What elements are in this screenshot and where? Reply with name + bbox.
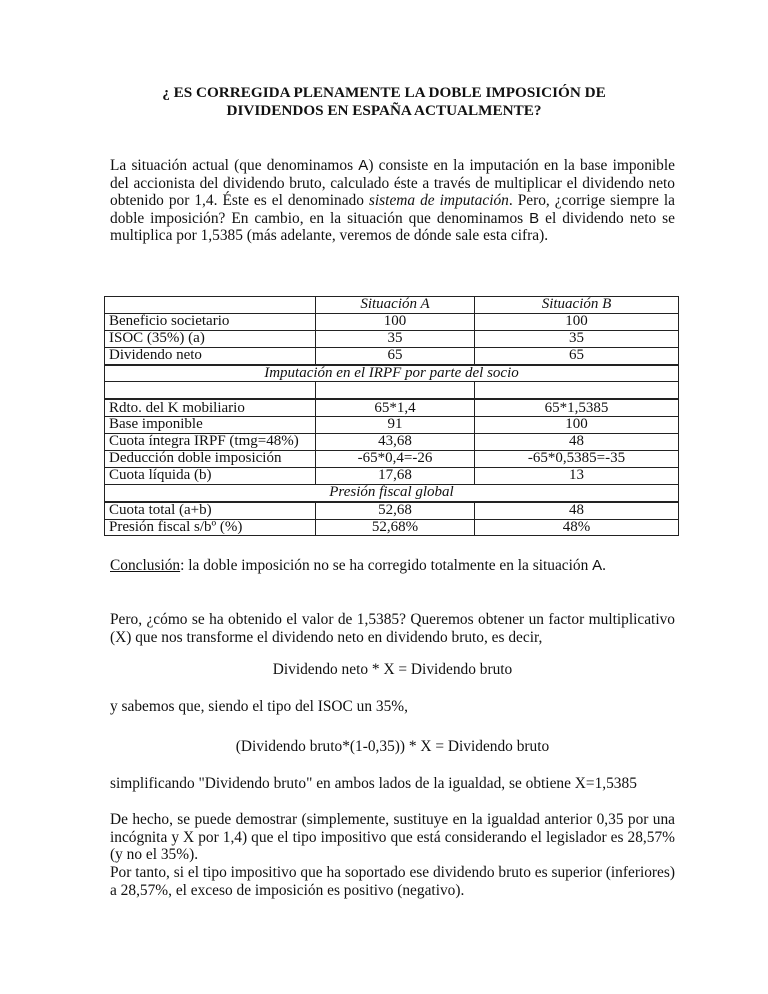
table-row: [105, 399, 679, 416]
header-situation-a: Situación A: [316, 297, 475, 314]
table-row: [105, 347, 679, 364]
intro-text-1: La situación actual (que denominamos: [110, 157, 359, 174]
value-a: 35: [316, 330, 475, 347]
value-a: 65: [316, 347, 475, 364]
table-row: [105, 519, 679, 536]
row-label: Deducción doble imposición: [105, 451, 316, 468]
section-row-irpf: [105, 365, 679, 382]
title-line-1: ¿ ES CORREGIDA PLENAMENTE LA DOBLE IMPOSICIÓN DE: [162, 84, 606, 101]
title-line-2: DIVIDENDOS EN ESPAÑA ACTUALMENTE?: [226, 101, 542, 119]
section-heading-global: Presión fiscal global: [105, 484, 679, 501]
table-header-row: [105, 297, 679, 314]
table-row: [105, 313, 679, 330]
row-label: Cuota íntegra IRPF (tmg=48%): [105, 434, 316, 451]
value-a: 52,68%: [316, 519, 475, 536]
value-a: -65*0,4=-26: [316, 451, 475, 468]
value-b: 100: [475, 417, 679, 434]
value-b: 65*1,5385: [475, 399, 679, 416]
value-b: 65: [475, 347, 679, 364]
empty-cell: [316, 382, 475, 399]
document-title: [100, 84, 668, 119]
formula-1: Dividendo neto * X = Dividendo bruto: [272, 661, 513, 678]
empty-row: [105, 382, 679, 399]
value-b: -65*0,5385=-35: [475, 451, 679, 468]
row-label: Cuota total (a+b): [105, 502, 316, 519]
formula-2: (Dividendo bruto*(1-0,35)) * X = Dividendo bruto: [235, 738, 550, 755]
conclusion-text: : la doble imposición no se ha corregido totalmente en la situación: [180, 557, 593, 574]
explanation-paragraph-2: y sabemos que, siendo el tipo del ISOC un 35%,: [110, 698, 408, 715]
header-empty-cell: [105, 297, 316, 314]
conclusion-label: Conclusión: [110, 557, 181, 574]
header-situation-b: Situación B: [475, 297, 679, 314]
intro-text-3: . Pero, ¿corrige siempre la doble imposición? En cambio, en la situación que denominamos: [110, 192, 675, 227]
situation-b-letter: B: [529, 209, 540, 227]
value-a: 91: [316, 417, 475, 434]
table-row: [105, 467, 679, 484]
value-b: 48: [475, 502, 679, 519]
conclusion-letter: A: [592, 557, 603, 574]
value-b: 100: [475, 313, 679, 330]
row-label: Beneficio societario: [105, 313, 316, 330]
explanation-paragraph-1: Pero, ¿cómo se ha obtenido el valor de 1,5385? Queremos obtener un factor multiplicativo (X) que nos transforme el dividendo neto en dividendo bruto, es decir,: [110, 611, 675, 646]
explanation-paragraph-3: simplificando "Dividendo bruto" en ambos lados de la igualdad, se obtiene X=1,5385: [110, 775, 637, 792]
conclusion-paragraph: [110, 557, 675, 575]
table-row: [105, 434, 679, 451]
table-row: [105, 451, 679, 468]
row-label: Dividendo neto: [105, 347, 316, 364]
section-row-global: [105, 484, 679, 501]
imputation-system-term: sistema de imputación: [368, 192, 509, 209]
explanation-paragraph-5: Por tanto, si el tipo impositivo que ha soportado ese dividendo bruto es superior (inferiores) a 28,57%, el exceso de imposición es positivo (negativo).: [110, 864, 675, 899]
value-a: 52,68: [316, 502, 475, 519]
row-label: Base imponible: [105, 417, 316, 434]
row-label: Presión fiscal s/bº (%): [105, 519, 316, 536]
row-label: Rdto. del K mobiliario: [105, 399, 316, 416]
explanation-paragraph-4: De hecho, se puede demostrar (simplemente, sustituye en la igualdad anterior 0,35 por una incógnita y X por 1,4) que el tipo impositivo que está considerando el legislador es 28,57% (y no el 35%).: [110, 811, 675, 863]
intro-text-2: ) consiste en la imputación en la base imponible del accionista del dividendo bruto, calculado éste a través de multiplicar el dividendo neto obtenido por 1,4. Éste es el denominado: [110, 157, 675, 209]
situation-a-letter: A: [358, 157, 369, 174]
row-label: Cuota líquida (b): [105, 467, 316, 484]
intro-paragraph: [110, 157, 675, 245]
fiscal-comparison-table: [104, 296, 679, 536]
table-row: [105, 330, 679, 347]
empty-cell: [105, 382, 316, 399]
value-b: 48: [475, 434, 679, 451]
table-row: [105, 417, 679, 434]
value-a: 43,68: [316, 434, 475, 451]
conclusion-end: .: [602, 557, 607, 574]
table-row: [105, 502, 679, 519]
row-label: ISOC (35%) (a): [105, 330, 316, 347]
empty-cell: [475, 382, 679, 399]
value-a: 100: [316, 313, 475, 330]
value-b: 13: [475, 467, 679, 484]
section-heading-irpf: Imputación en el IRPF por parte del socio: [105, 365, 679, 382]
value-a: 17,68: [316, 467, 475, 484]
value-b: 48%: [475, 519, 679, 536]
intro-text-4: el dividendo neto se multiplica por 1,5385 (más adelante, veremos de dónde sale esta cifra).: [110, 209, 675, 244]
value-b: 35: [475, 330, 679, 347]
value-a: 65*1,4: [316, 399, 475, 416]
